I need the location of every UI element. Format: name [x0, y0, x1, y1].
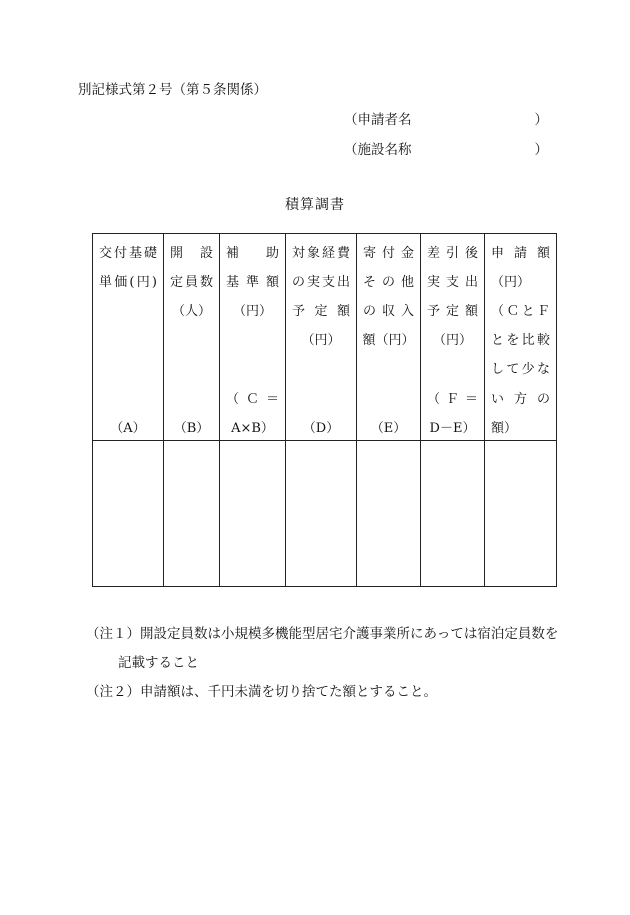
header-line: 額（円）: [362, 333, 415, 348]
header-cell-unit-price: [93, 234, 164, 441]
entry-cell-net-expense[interactable]: [421, 441, 485, 587]
header-line: い方の: [491, 392, 550, 407]
header-line: の収入: [363, 304, 414, 319]
header-line: （人）: [171, 304, 211, 319]
entry-cell-target-expense[interactable]: [286, 441, 357, 587]
header-line: して少な: [491, 362, 550, 377]
header-line: 単価(円): [99, 275, 157, 290]
entry-cell-subsidy-standard[interactable]: [220, 441, 286, 587]
form-number: 別記様式第２号（第５条関係）: [78, 82, 267, 98]
header-line: 定員数: [170, 275, 213, 290]
column-label: （D）: [302, 421, 340, 436]
header-line: （円）: [301, 333, 341, 348]
facility-name-label: （施設名称: [344, 142, 412, 158]
header-line: 予定額: [427, 304, 478, 319]
applicant-name-close-paren: ）: [534, 112, 548, 128]
header-cell-net-expense: [421, 234, 485, 441]
header-line: （ＣとＦ: [491, 304, 550, 319]
column-label: （E）: [370, 421, 407, 436]
header-line: 交付基礎: [99, 246, 157, 261]
header-line: 基準額: [226, 275, 279, 290]
column-label: A×B）: [231, 421, 274, 436]
table-header-row: [93, 234, 557, 441]
formula-line: （Ｆ＝: [427, 392, 478, 407]
column-label: （A）: [110, 421, 146, 436]
applicant-name-label: （申請者名: [344, 112, 412, 128]
header-line: 申請額: [491, 246, 550, 261]
header-line: 額）: [491, 421, 518, 436]
note-1-continuation: 記載すること: [118, 655, 199, 671]
calculation-table: [92, 233, 557, 587]
header-line: 対象経費: [292, 246, 350, 261]
header-line: 補 助: [226, 246, 279, 261]
header-line: 予定額: [292, 304, 350, 319]
header-line: 実支出: [427, 275, 478, 290]
header-cell-capacity: [164, 234, 220, 441]
header-line: 寄付金: [363, 246, 414, 261]
header-cell-target-expense: [286, 234, 357, 441]
note-1: （注１）開設定員数は小規模多機能型居宅介護事業所にあっては宿泊定員数を: [86, 626, 559, 642]
table-entry-row: [93, 441, 557, 587]
header-cell-subsidy-standard: [220, 234, 286, 441]
column-label: （B）: [173, 421, 210, 436]
header-line: とを比較: [491, 333, 550, 348]
header-line: （円）: [432, 333, 472, 348]
facility-name-close-paren: ）: [534, 142, 548, 158]
column-label: D－E）: [429, 421, 476, 436]
header-line: の実支出: [292, 275, 350, 290]
header-line: （円）: [232, 304, 272, 319]
header-cell-application-amount: [485, 234, 557, 441]
entry-cell-capacity[interactable]: [164, 441, 220, 587]
entry-cell-unit-price[interactable]: [93, 441, 164, 587]
facility-name-field: [344, 138, 548, 158]
header-line: （円）: [491, 275, 531, 290]
note-2: （注２）申請額は、千円未満を切り捨てた額とすること。: [86, 684, 437, 700]
header-line: その他: [363, 275, 414, 290]
applicant-name-field: [344, 108, 548, 128]
header-cell-donation-income: [357, 234, 421, 441]
entry-cell-application-amount[interactable]: [485, 441, 557, 587]
formula-line: （Ｃ＝: [226, 392, 279, 407]
header-line: 開 設: [170, 246, 213, 261]
header-line: 差引後: [427, 246, 478, 261]
entry-cell-donation-income[interactable]: [357, 441, 421, 587]
document-title: 積算調書: [285, 197, 345, 213]
